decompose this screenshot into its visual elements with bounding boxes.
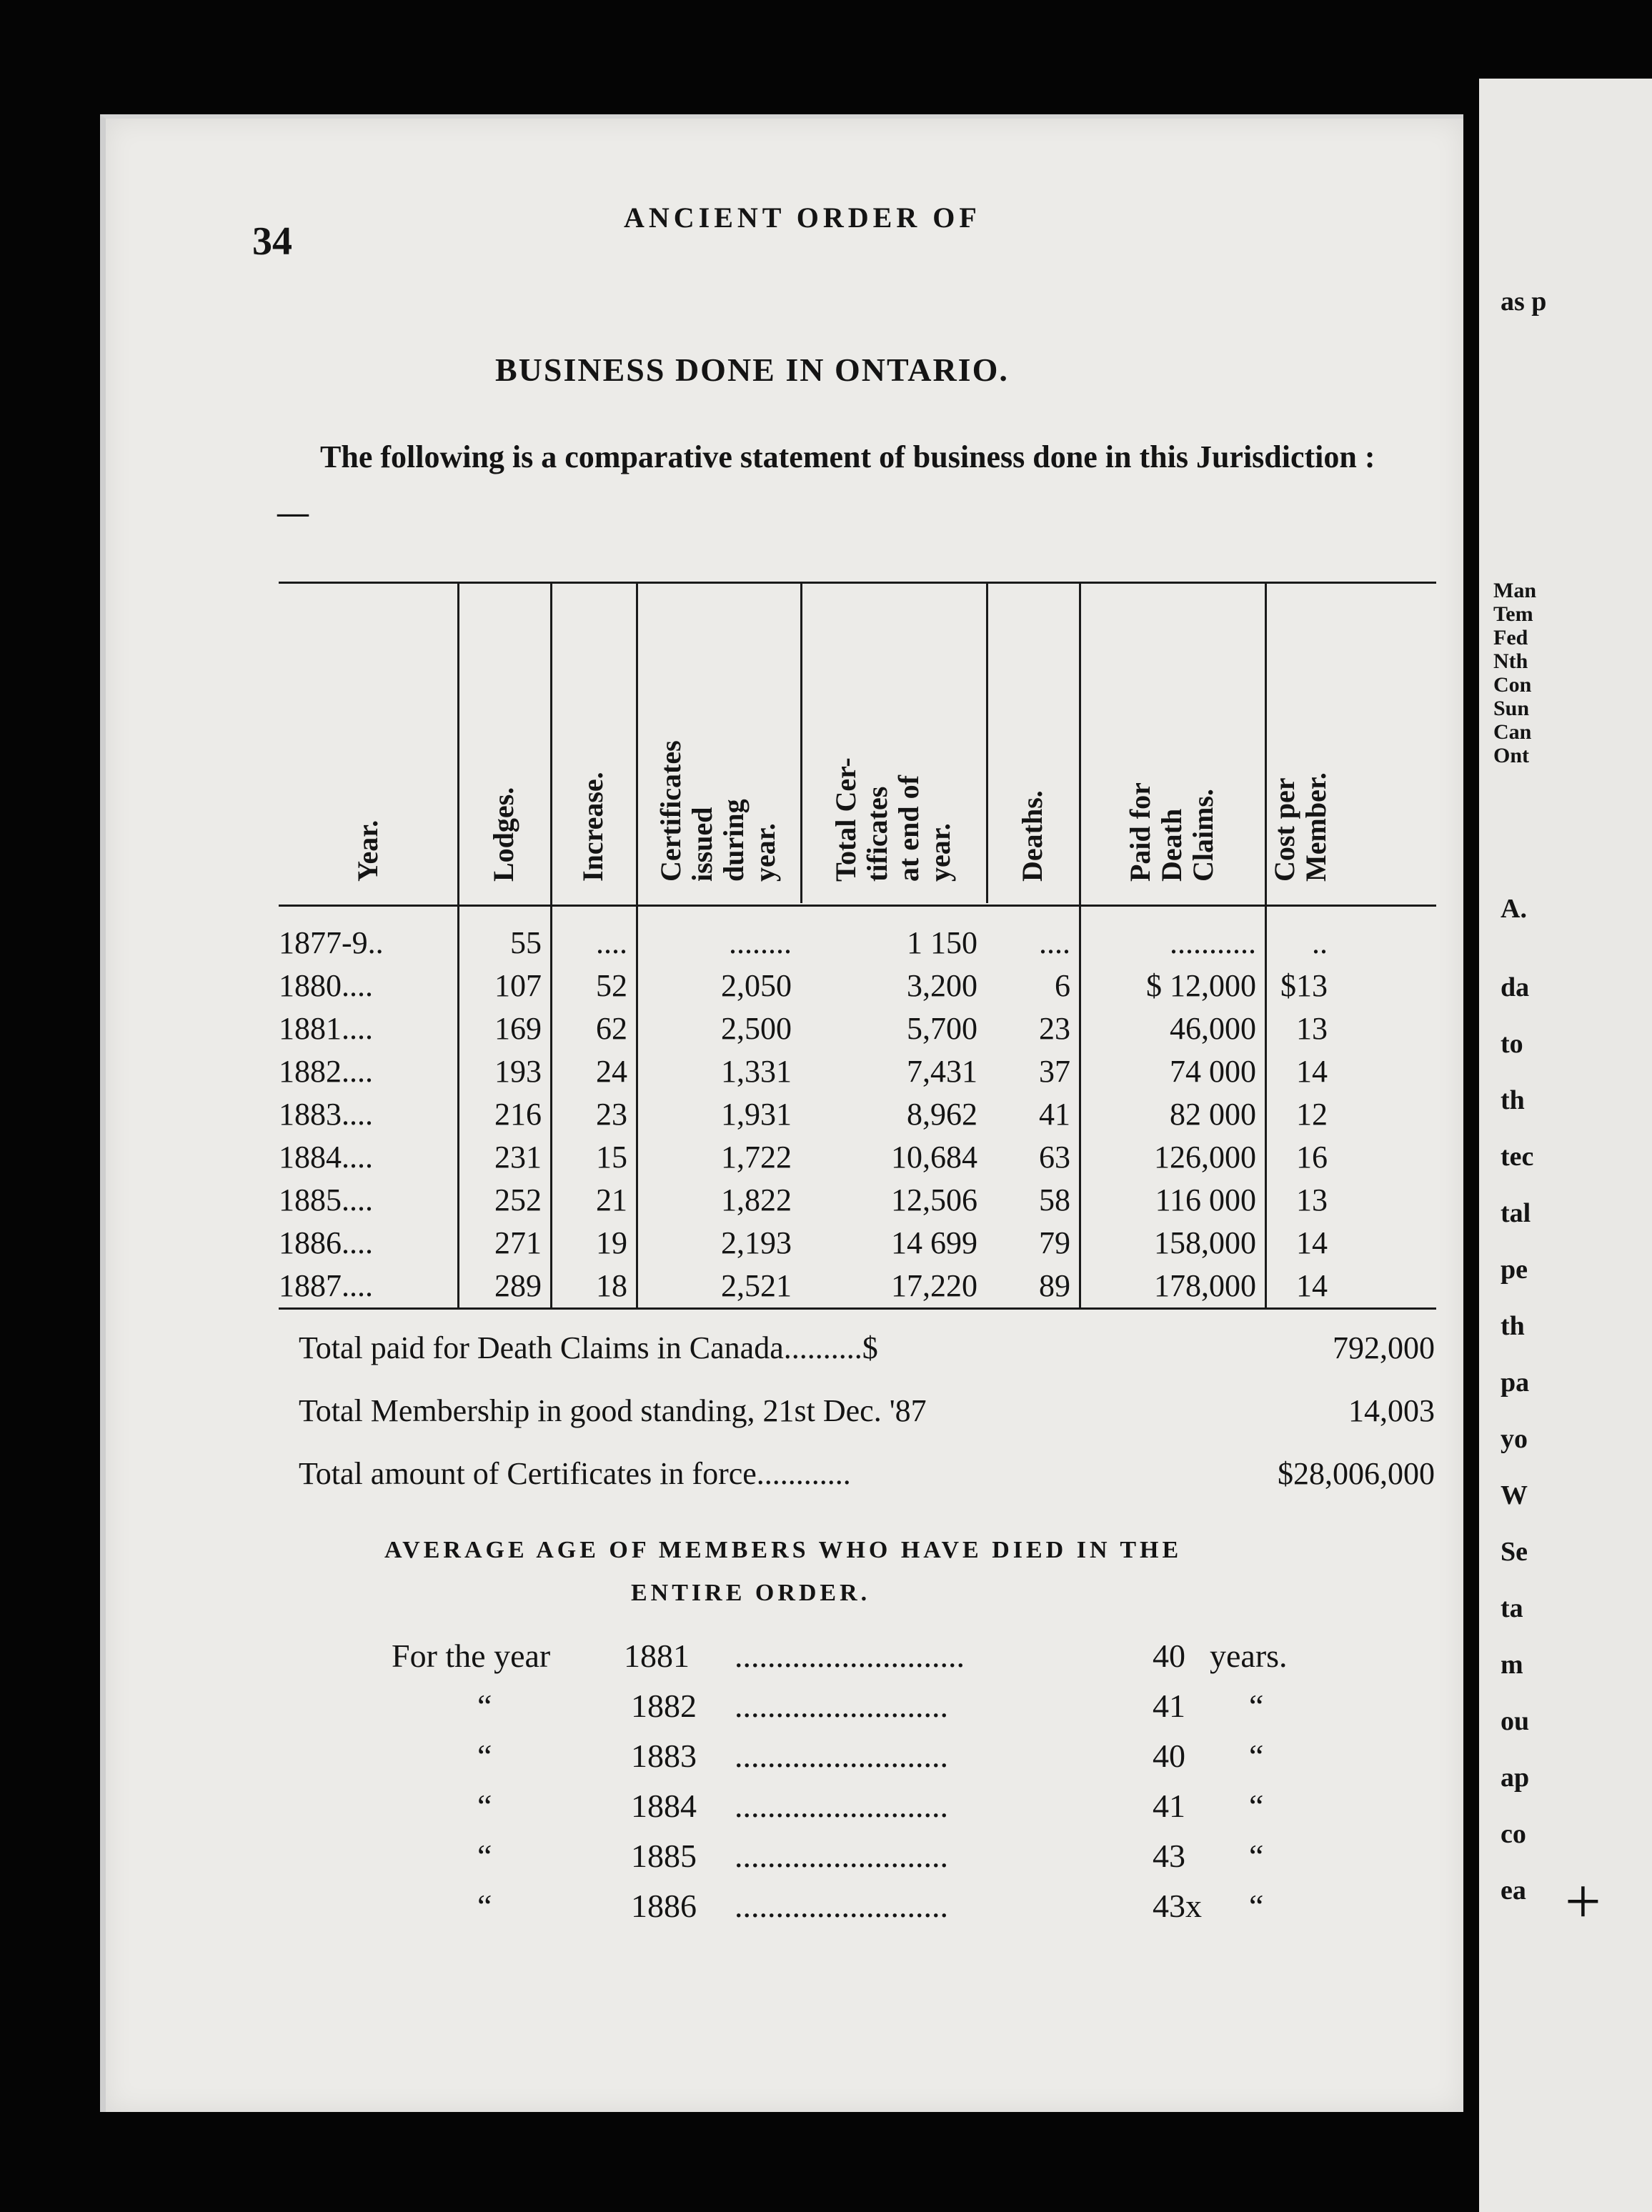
average-age-value: 41	[1153, 1788, 1185, 1824]
table-bottom-rule	[279, 1307, 1436, 1310]
right-page-fragment: tal	[1501, 1198, 1531, 1228]
table-cell: 23	[596, 1097, 627, 1132]
table-cell: 107	[494, 968, 542, 1003]
average-age-prefix: “	[477, 1888, 492, 1924]
table-cell: 1887....	[279, 1268, 373, 1303]
page-number: 34	[252, 219, 292, 264]
table-cell: 1,331	[721, 1054, 792, 1089]
table-cell: 1,931	[721, 1097, 792, 1132]
table-cell: 79	[1039, 1225, 1070, 1260]
table-header-cell: Deaths.	[1016, 790, 1048, 882]
table-cell: 62	[596, 1011, 627, 1046]
total-label: Total paid for Death Claims in Canada..........$	[299, 1330, 878, 1365]
right-page-fragment: W	[1501, 1480, 1528, 1510]
table-cell: 1 150	[907, 925, 977, 960]
average-age-unit: years.	[1210, 1638, 1288, 1674]
right-page-list-item: Nth	[1493, 649, 1528, 673]
table-cell: 7,431	[907, 1054, 977, 1089]
table-cell: 252	[494, 1182, 542, 1217]
section-title: BUSINESS DONE IN ONTARIO.	[495, 352, 1009, 388]
table-cell: 1877-9..	[279, 925, 384, 960]
right-page-top-line: as p	[1501, 287, 1547, 317]
table-cell: 55	[510, 925, 542, 960]
table-cell: 41	[1039, 1097, 1070, 1132]
total-label: Total amount of Certificates in force............	[299, 1456, 851, 1491]
table-cell: 24	[596, 1054, 627, 1089]
average-age-year: 1882	[631, 1688, 697, 1724]
table-cell: 12,506	[891, 1182, 977, 1217]
right-page-fragment: yo	[1501, 1424, 1528, 1454]
intro-paragraph: The following is a comparative statement of business done in this Jurisdiction :—	[277, 439, 1375, 530]
table-cell: 16	[1296, 1140, 1328, 1175]
right-page-fragment: m	[1501, 1650, 1523, 1680]
table-cell: 1883....	[279, 1097, 373, 1132]
table-cell: 10,684	[891, 1140, 977, 1175]
average-age-prefix: “	[477, 1738, 492, 1774]
right-page-fragment: da	[1501, 972, 1530, 1002]
right-page-list-item: Man	[1493, 579, 1536, 602]
average-age-unit: “	[1249, 1788, 1264, 1824]
table-cell: 1881....	[279, 1011, 373, 1046]
table-cell: 15	[596, 1140, 627, 1175]
average-age-leader: ..........................	[735, 1788, 948, 1824]
table-row	[279, 925, 1436, 963]
average-age-year: 1885	[631, 1838, 697, 1874]
average-age-prefix: For the year	[392, 1638, 551, 1674]
right-page-list-item: Con	[1493, 673, 1532, 697]
right-page-marker: A.	[1501, 894, 1527, 924]
business-table	[279, 582, 1436, 1317]
table-cell: 1,722	[721, 1140, 792, 1175]
table-cell: 8,962	[907, 1097, 977, 1132]
table-cell: 58	[1039, 1182, 1070, 1217]
table-header-rule	[279, 905, 1436, 907]
table-header-cell: Certificates issued during year.	[655, 740, 781, 882]
right-page-fragment: pe	[1501, 1255, 1528, 1285]
total-label: Total Membership in good standing, 21st Dec. '87	[299, 1393, 927, 1428]
right-page-fragment: ea	[1501, 1875, 1526, 1905]
average-age-year: 1881	[624, 1638, 690, 1674]
average-age-prefix: “	[477, 1688, 492, 1724]
table-cell: 1,822	[721, 1182, 792, 1217]
table-cell: 89	[1039, 1268, 1070, 1303]
table-cell: 1884....	[279, 1140, 373, 1175]
table-header-cell: Paid for Death Claims.	[1124, 782, 1219, 882]
average-age-leader: ..........................	[735, 1838, 948, 1874]
average-age-prefix: “	[477, 1788, 492, 1824]
table-row	[279, 1182, 1436, 1220]
table-header-cell: Increase.	[577, 772, 609, 882]
average-age-unit: “	[1249, 1888, 1264, 1924]
total-value: 792,000	[1333, 1330, 1435, 1365]
average-age-leader: ............................	[735, 1638, 965, 1674]
table-header-cell: Lodges.	[487, 787, 519, 882]
table-cell: ..	[1312, 925, 1328, 960]
table-cell: ....	[596, 925, 627, 960]
average-age-unit: “	[1249, 1738, 1264, 1774]
table-row	[279, 967, 1436, 1006]
average-age-leader: ..........................	[735, 1688, 948, 1724]
table-cell: 46,000	[1170, 1011, 1256, 1046]
right-page-list-item: Can	[1493, 720, 1532, 744]
right-page-fragment: Se	[1501, 1537, 1528, 1567]
table-cell: 14	[1296, 1225, 1328, 1260]
right-page-list-item: Tem	[1493, 602, 1533, 626]
average-age-subheading: ENTIRE ORDER.	[631, 1580, 871, 1606]
table-row	[279, 1096, 1436, 1135]
table-cell: 6	[1055, 968, 1070, 1003]
table-cell: 21	[596, 1182, 627, 1217]
right-page-list-item: Ont	[1493, 744, 1530, 767]
table-cell: 14	[1296, 1268, 1328, 1303]
right-page-fragment: ou	[1501, 1706, 1530, 1736]
right-page-fragment: co	[1501, 1819, 1526, 1849]
total-value: 14,003	[1348, 1393, 1435, 1428]
average-age-year: 1884	[631, 1788, 697, 1824]
average-age-prefix: “	[477, 1838, 492, 1874]
right-page-fragment: th	[1501, 1311, 1525, 1341]
book-page-left	[100, 114, 1463, 2112]
table-cell: $ 12,000	[1146, 968, 1256, 1003]
table-cell: 23	[1039, 1011, 1070, 1046]
right-page-list-item: Sun	[1493, 697, 1530, 720]
right-page-fragment: th	[1501, 1085, 1525, 1115]
table-cell: 116 000	[1155, 1182, 1256, 1217]
table-cell: 74 000	[1170, 1054, 1256, 1089]
table-cell: 14 699	[891, 1225, 977, 1260]
table-cell: 289	[494, 1268, 542, 1303]
average-age-value: 41	[1153, 1688, 1185, 1724]
table-cell: $13	[1280, 968, 1328, 1003]
table-cell: 231	[494, 1140, 542, 1175]
table-cell: ...........	[1170, 925, 1256, 960]
table-cell: 2,050	[721, 968, 792, 1003]
table-cell: 1882....	[279, 1054, 373, 1089]
right-page-fragment: to	[1501, 1029, 1523, 1059]
table-cell: 5,700	[907, 1011, 977, 1046]
table-cell: 3,200	[907, 968, 977, 1003]
table-header-cell: Total Cer- tificates at end of year.	[830, 757, 956, 882]
table-cell: 13	[1296, 1182, 1328, 1217]
table-header-cell: Year.	[352, 819, 384, 882]
table-cell: 178,000	[1154, 1268, 1256, 1303]
running-head: ANCIENT ORDER OF	[624, 201, 981, 234]
average-age-year: 1886	[631, 1888, 697, 1924]
table-cell: ....	[1039, 925, 1070, 960]
table-cell: 82 000	[1170, 1097, 1256, 1132]
table-row	[279, 1267, 1436, 1306]
handwritten-mark: +	[1565, 1866, 1601, 1937]
table-cell: 1886....	[279, 1225, 373, 1260]
table-cell: 63	[1039, 1140, 1070, 1175]
average-age-value: 43x	[1153, 1888, 1202, 1924]
table-row	[279, 1139, 1436, 1177]
table-cell: 216	[494, 1097, 542, 1132]
table-cell: ........	[729, 925, 792, 960]
table-cell: 18	[596, 1268, 627, 1303]
table-cell: 52	[596, 968, 627, 1003]
average-age-year: 1883	[631, 1738, 697, 1774]
total-value: $28,006,000	[1278, 1456, 1435, 1491]
table-row	[279, 1053, 1436, 1092]
table-cell: 126,000	[1154, 1140, 1256, 1175]
average-age-value: 40	[1153, 1738, 1185, 1774]
right-page-fragment: ta	[1501, 1593, 1523, 1623]
table-cell: 13	[1296, 1011, 1328, 1046]
average-age-unit: “	[1249, 1688, 1264, 1724]
table-cell: 37	[1039, 1054, 1070, 1089]
table-cell: 17,220	[891, 1268, 977, 1303]
table-row	[279, 1225, 1436, 1263]
table-cell: 19	[596, 1225, 627, 1260]
average-age-leader: ..........................	[735, 1738, 948, 1774]
average-age-value: 40	[1153, 1638, 1185, 1674]
table-cell: 12	[1296, 1097, 1328, 1132]
table-cell: 1885....	[279, 1182, 373, 1217]
average-age-value: 43	[1153, 1838, 1185, 1874]
right-page-fragment: tec	[1501, 1142, 1534, 1172]
table-row	[279, 1010, 1436, 1049]
average-age-unit: “	[1249, 1838, 1264, 1874]
table-cell: 14	[1296, 1054, 1328, 1089]
table-cell: 271	[494, 1225, 542, 1260]
table-header-cell: Cost per Member.	[1268, 772, 1332, 882]
average-age-heading: AVERAGE AGE OF MEMBERS WHO HAVE DIED IN THE	[384, 1537, 1183, 1563]
table-cell: 2,500	[721, 1011, 792, 1046]
table-cell: 169	[494, 1011, 542, 1046]
table-cell: 158,000	[1154, 1225, 1256, 1260]
table-cell: 2,521	[721, 1268, 792, 1303]
right-page-fragment: pa	[1501, 1367, 1530, 1398]
right-page-list-item: Fed	[1493, 626, 1528, 649]
table-cell: 2,193	[721, 1225, 792, 1260]
average-age-leader: ..........................	[735, 1888, 948, 1924]
right-page-fragment: ap	[1501, 1763, 1530, 1793]
table-cell: 1880....	[279, 968, 373, 1003]
table-cell: 193	[494, 1054, 542, 1089]
